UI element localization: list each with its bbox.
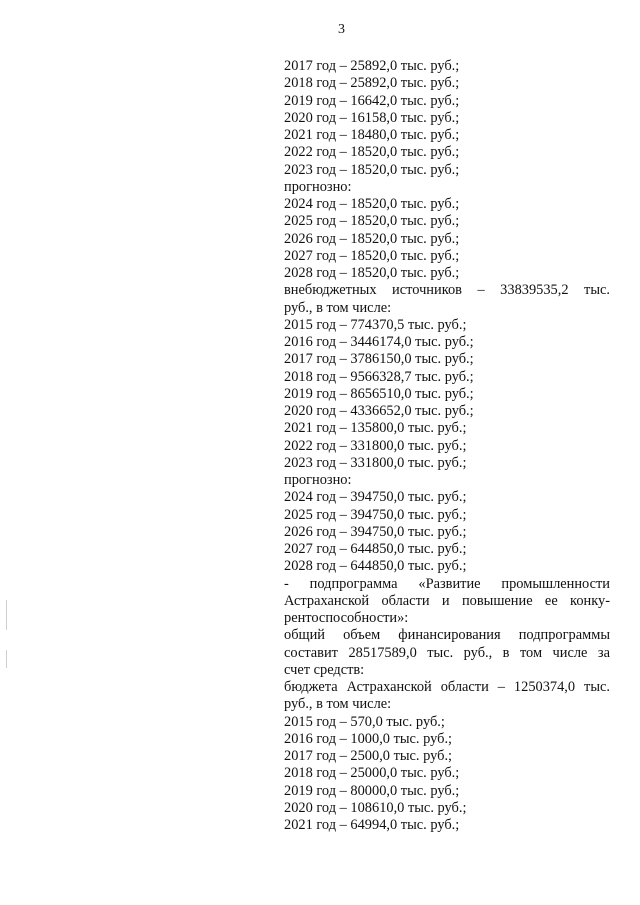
text-line: 2020 год – 4336652,0 тыс. руб.; (284, 403, 474, 419)
text-line: 2017 год – 2500,0 тыс. руб.; (284, 748, 453, 764)
text-line: руб., в том числе: (284, 299, 392, 316)
text-line: общий объем финансирования подпрограммы (284, 627, 610, 644)
text-line: 2020 год – 108610,0 тыс. руб.; (284, 799, 467, 816)
text-line: 2018 год – 25000,0 тыс. руб.; (284, 765, 460, 782)
text-line: 2015 год – 570,0 тыс. руб.; (284, 713, 445, 730)
text-line: 2028 год – 18520,0 тыс. руб.; (284, 265, 460, 281)
text-line: 2016 год – 3446174,0 тыс. руб.; (284, 334, 474, 350)
text-line: 2017 год – 25892,0 тыс. руб.; (284, 58, 460, 74)
text-line: внебюджетных источников – 33839535,2 тыс. (284, 282, 610, 299)
text-line: руб., в том числе: (284, 696, 392, 713)
text-line: 2025 год – 18520,0 тыс. руб.; (284, 213, 460, 230)
text-line: 2018 год – 25892,0 тыс. руб.; (284, 75, 460, 92)
text-line: 2021 год – 18480,0 тыс. руб.; (284, 127, 460, 143)
text-line: 2027 год – 644850,0 тыс. руб.; (284, 541, 467, 557)
text-line: - подпрограмма «Развитие промышленности (284, 575, 610, 592)
text-line: 2026 год – 18520,0 тыс. руб.; (284, 230, 460, 247)
page-number: 3 (338, 22, 345, 37)
text-line: бюджета Астраханской области – 1250374,0 тыс. (284, 679, 610, 695)
text-line: 2017 год – 3786150,0 тыс. руб.; (284, 351, 474, 368)
text-line: 2015 год – 774370,5 тыс. руб.; (284, 316, 467, 333)
text-line: 2019 год – 80000,0 тыс. руб.; (284, 782, 460, 799)
scan-edge-mark (6, 600, 7, 630)
text-line: 2021 год – 135800,0 тыс. руб.; (284, 420, 467, 437)
text-line: 2027 год – 18520,0 тыс. руб.; (284, 247, 460, 264)
scan-edge-mark (6, 650, 7, 668)
text-line: составит 28517589,0 тыс. руб., в том числе за (284, 644, 610, 661)
text-line: 2023 год – 331800,0 тыс. руб.; (284, 454, 467, 471)
text-line: 2019 год – 8656510,0 тыс. руб.; (284, 385, 474, 402)
text-line: Астраханской области и повышение ее конку- (284, 592, 610, 609)
document-body (284, 58, 610, 834)
text-line: 2022 год – 331800,0 тыс. руб.; (284, 437, 467, 454)
text-line: 2025 год – 394750,0 тыс. руб.; (284, 506, 467, 523)
text-line: 2016 год – 1000,0 тыс. руб.; (284, 730, 453, 747)
text-line: 2023 год – 18520,0 тыс. руб.; (284, 161, 460, 178)
text-line: 2019 год – 16642,0 тыс. руб.; (284, 92, 460, 109)
text-line: 2021 год – 64994,0 тыс. руб.; (284, 817, 460, 833)
text-line: 2024 год – 394750,0 тыс. руб.; (284, 489, 467, 506)
text-line: 2024 год – 18520,0 тыс. руб.; (284, 196, 460, 212)
text-line: 2020 год – 16158,0 тыс. руб.; (284, 109, 460, 126)
text-line: счет средств: (284, 661, 365, 678)
text-line: 2022 год – 18520,0 тыс. руб.; (284, 144, 460, 161)
text-line: 2018 год – 9566328,7 тыс. руб.; (284, 368, 474, 385)
text-line: прогнозно: (284, 178, 352, 195)
text-line: прогнозно: (284, 472, 352, 488)
text-line: 2028 год – 644850,0 тыс. руб.; (284, 558, 467, 575)
text-line: 2026 год – 394750,0 тыс. руб.; (284, 523, 467, 540)
text-line: рентоспособности»: (284, 610, 409, 626)
